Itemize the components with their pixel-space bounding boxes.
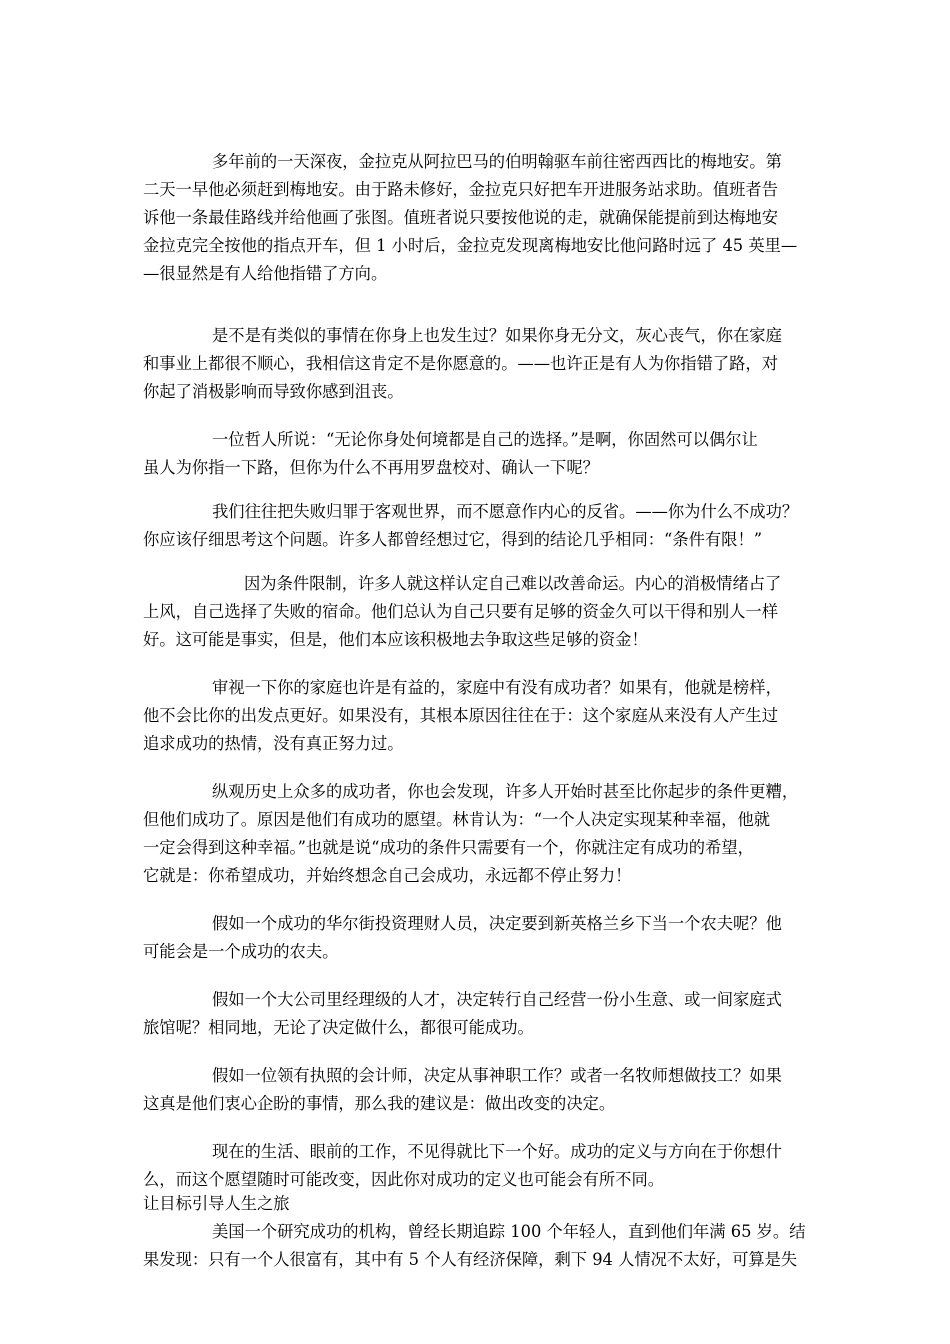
text-line: 你应该仔细思考这个问题。许多人都曾经想过它，得到的结论几乎相同：“条件有限！”: [143, 530, 763, 549]
text-line: 我们往往把失败归罪于客观世界，而不愿意作内心的反省。——你为什么不成功？: [212, 502, 799, 521]
text-line: 假如一个成功的华尔街投资理财人员，决定要到新英格兰乡下当一个农夫呢？他: [212, 914, 782, 933]
text-line: 好。这可能是事实，但是，他们本应该积极地去争取这些足够的资金！: [143, 630, 648, 649]
text-line: 和事业上都很不顺心，我相信这肯定不是你愿意的。——也许正是有人为你指错了路，对: [143, 354, 778, 373]
text-line: 美国一个研究成功的机构，曾经长期追踪 100 个年轻人，直到他们年满 65 岁。结: [212, 1222, 806, 1241]
text-line: 一位哲人所说：“无论你身处何境都是自己的选择。”是啊，你固然可以偶尔让: [212, 430, 758, 449]
text-line: 纵观历史上众多的成功者，你也会发现，许多人开始时甚至比你起步的条件更糟，: [212, 782, 799, 801]
text-line: 么，而这个愿望随时可能改变，因此你对成功的定义也可能会有所不同。: [143, 1170, 665, 1189]
section-heading: 让目标引导人生之旅: [143, 1194, 290, 1213]
text-line: 审视一下你的家庭也许是有益的，家庭中有没有成功者？如果有，他就是榜样，: [212, 678, 782, 697]
text-line: 旅馆呢？相同地，无论了决定做什么，都很可能成功。: [143, 1018, 534, 1037]
text-line: 果发现：只有一个人很富有，其中有 5 个人有经济保障，剩下 94 人情况不太好，可算是失: [143, 1250, 798, 1269]
text-line: 因为条件限制，许多人就这样认定自己难以改善命运。内心的消极情绪占了: [244, 574, 782, 593]
text-line: 但他们成功了。原因是他们有成功的愿望。林肯认为：“一个人决定实现某种幸福，他就: [143, 810, 771, 829]
text-line: 他不会比你的出发点更好。如果没有，其根本原因往往在于：这个家庭从来没有人产生过: [143, 706, 778, 725]
text-line: 诉他一条最佳路线并给他画了张图。值班者说只要按他说的走，就确保能提前到达梅地安: [143, 208, 778, 227]
text-line: 二天一早他必须赶到梅地安。由于路未修好，金拉克只好把车开进服务站求助。值班者告: [143, 180, 778, 199]
text-line: 这真是他们衷心企盼的事情，那么我的建议是：做出改变的决定。: [143, 1094, 616, 1113]
text-line: 上风，自己选择了失败的宿命。他们总认为自己只要有足够的资金久可以干得和别人一样: [143, 602, 778, 621]
text-line: 多年前的一天深夜，金拉克从阿拉巴马的伯明翰驱车前往密西西比的梅地安。第: [212, 152, 782, 171]
text-line: 假如一个大公司里经理级的人才，决定转行自己经营一份小生意、或一间家庭式: [212, 990, 782, 1009]
text-line: 你起了消极影响而导致你感到沮丧。: [143, 382, 404, 401]
text-line: 假如一位领有执照的会计师，决定从事神职工作？或者一名牧师想做技工？如果: [212, 1066, 782, 1085]
text-line: 一定会得到这种幸福。”也就是说“成功的条件只需要有一个，你就注定有成功的希望，: [143, 838, 754, 857]
text-line: 是不是有类似的事情在你身上也发生过？如果你身无分文，灰心丧气，你在家庭: [212, 326, 782, 345]
text-line: 虽人为你指一下路，但你为什么不再用罗盘校对、确认一下呢？: [143, 458, 599, 477]
text-line: 追求成功的热情，没有真正努力过。: [143, 734, 404, 753]
text-line: 它就是：你希望成功，并始终想念自己会成功，永远都不停止努力！: [143, 866, 632, 885]
text-line: —很显然是有人给他指错了方向。: [143, 264, 388, 283]
text-line: 可能会是一个成功的农夫。: [143, 942, 339, 961]
text-line: 现在的生活、眼前的工作，不见得就比下一个好。成功的定义与方向在于你想什: [212, 1142, 782, 1161]
text-line: 金拉克完全按他的指点开车，但 1 小时后，金拉克发现离梅地安比他问路时远了 45 英里—: [143, 236, 798, 255]
